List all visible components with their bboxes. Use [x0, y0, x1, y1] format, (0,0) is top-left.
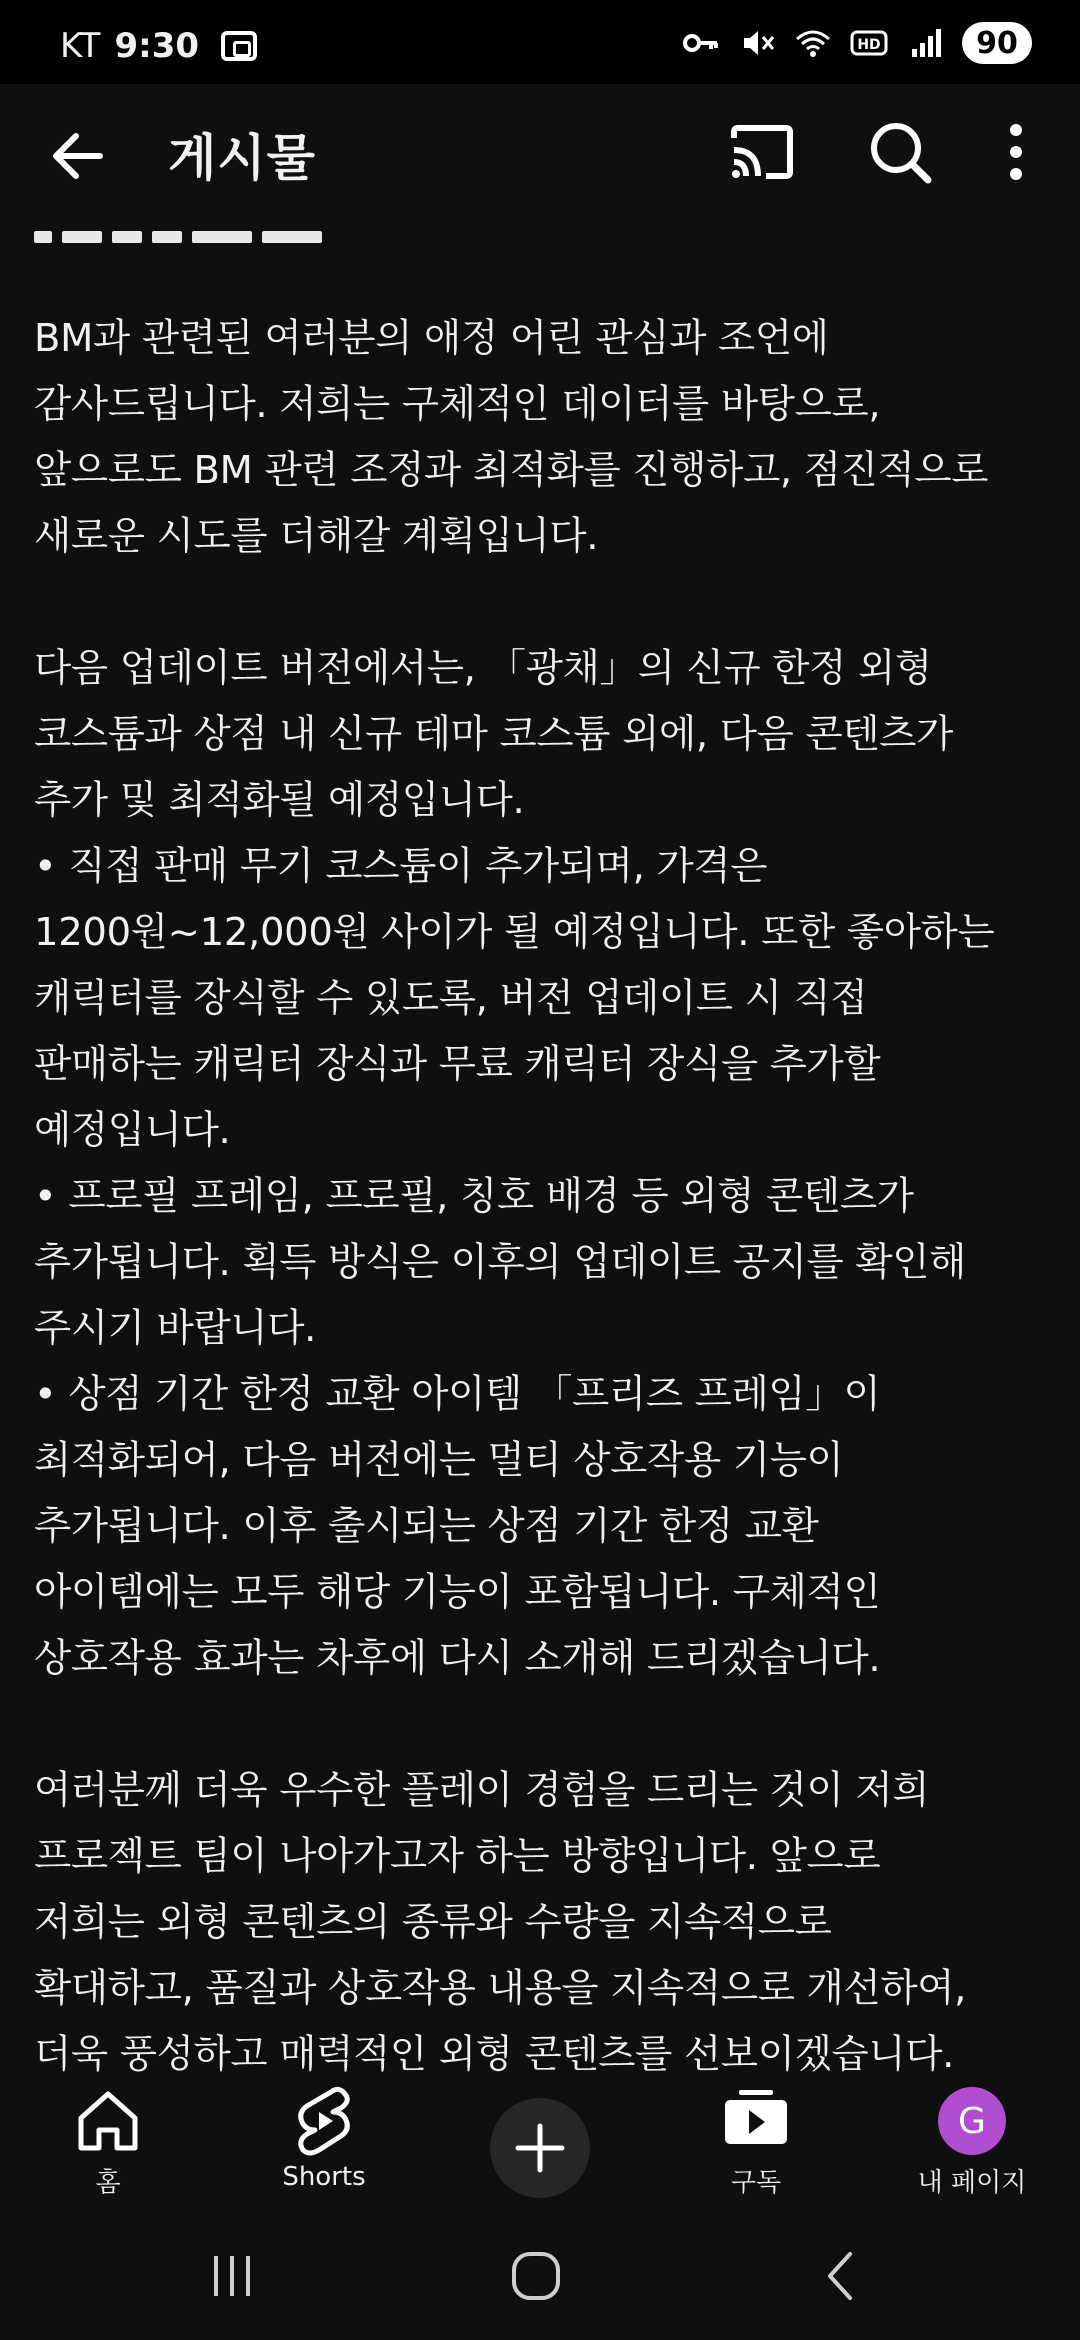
home-icon [73, 2086, 143, 2156]
post-line: 프로젝트 팀이 나아가고자 하는 방향입니다. 앞으로 [34, 1834, 881, 1879]
signal-icon [906, 27, 944, 59]
post-line: 새로운 시도를 더해갈 계획입니다. [34, 514, 599, 559]
post-line: 더욱 풍성하고 매력적인 외형 콘텐츠를 선보이겠습니다. [34, 2032, 955, 2076]
post-line: 최적화되어, 다음 버전에는 멀티 상호작용 기능이 [34, 1438, 844, 1483]
post-line: • 프로필 프레임, 프로필, 칭호 배경 등 외형 콘텐츠가 [34, 1174, 914, 1219]
home-circle-icon[interactable] [506, 2246, 566, 2306]
paragraph-gap [34, 570, 1054, 636]
plus-icon [510, 2118, 570, 2178]
shorts-icon [289, 2086, 359, 2156]
recent-apps-icon[interactable] [202, 2246, 262, 2306]
nav-subscriptions-label: 구독 [730, 2168, 782, 2198]
clock: 9:30 [114, 26, 200, 66]
create-button[interactable] [490, 2098, 590, 2198]
avatar: G [938, 2087, 1006, 2155]
post-line: 확대하고, 품질과 상호작용 내용을 지속적으로 개선하여, [34, 1966, 967, 2011]
carrier-label: KT [60, 26, 101, 66]
post-line: • 상점 기간 한정 교환 아이템 「프리즈 프레임」이 [34, 1372, 881, 1417]
nav-shorts[interactable] [234, 2086, 414, 2202]
subscriptions-icon [721, 2086, 791, 2156]
svg-text:HD: HD [857, 37, 881, 53]
paragraph-gap [34, 1692, 1054, 1758]
post-line: 추가됩니다. 획득 방식은 이후의 업데이트 공지를 확인해 [34, 1240, 967, 1285]
cast-icon[interactable] [720, 110, 804, 194]
nav-my-page[interactable] [882, 2086, 1062, 2202]
post-body [34, 306, 1054, 2076]
post-line: 다음 업데이트 버전에서는, 「광채」의 신규 한정 외형 [34, 646, 932, 691]
post-line: 저희는 외형 콘텐츠의 종류와 수량을 지속적으로 [34, 1900, 832, 1945]
nav-avatar-wrap [937, 2086, 1007, 2156]
hd-icon [850, 27, 888, 59]
post-line: 추가됩니다. 이후 출시되는 상점 기간 한정 교환 [34, 1504, 819, 1549]
nav-shorts-label: Shorts [282, 2162, 366, 2192]
nav-my-page-label: 내 페이지 [917, 2168, 1027, 2198]
post-line: 1200원~12,000원 사이가 될 예정입니다. 또한 좋아하는 [34, 910, 995, 955]
post-line: 코스튬과 상점 내 신규 테마 코스튬 외에, 다음 콘텐츠가 [34, 712, 954, 757]
post-line: • 직접 판매 무기 코스튬이 추가되며, 가격은 [34, 844, 768, 889]
nav-home[interactable] [18, 2086, 198, 2202]
battery-indicator: 90 [962, 22, 1032, 64]
top-app-bar [0, 84, 1080, 216]
status-right [682, 22, 1032, 64]
post-line: 캐릭터를 장식할 수 있도록, 버전 업데이트 시 직접 [34, 976, 868, 1021]
status-bar [0, 0, 1080, 84]
nav-subscriptions[interactable] [666, 2086, 846, 2202]
screenshot-icon [221, 31, 257, 61]
system-navigation-bar [0, 2206, 1080, 2340]
page-title: 게시물 [168, 129, 316, 187]
post-line: 예정입니다. [34, 1108, 231, 1153]
bottom-navigation [0, 2076, 1080, 2206]
post-line: 앞으로도 BM 관련 조정과 최적화를 진행하고, 점진적으로 [34, 448, 989, 493]
wifi-icon [794, 27, 832, 59]
post-content [0, 216, 1080, 2076]
post-line: 감사드립니다. 저희는 구체적인 데이터를 바탕으로, [34, 382, 881, 427]
post-line: BM과 관련된 여러분의 애정 어린 관심과 조언에 [34, 316, 829, 361]
back-arrow-icon[interactable] [36, 114, 120, 198]
post-line: 아이템에는 모두 해당 기능이 포함됩니다. 구체적인 [34, 1570, 881, 1615]
post-line: 판매하는 캐릭터 장식과 무료 캐릭터 장식을 추가할 [34, 1042, 881, 1087]
clipped-text-line [34, 216, 332, 252]
more-options-icon[interactable] [986, 110, 1046, 194]
status-left [60, 26, 257, 66]
mute-icon [738, 27, 776, 59]
post-line: 주시기 바랍니다. [34, 1306, 317, 1351]
search-icon[interactable] [858, 110, 942, 194]
key-icon [682, 27, 720, 59]
post-line: 추가 및 최적화될 예정입니다. [34, 778, 525, 823]
post-line: 상호작용 효과는 차후에 다시 소개해 드리겠습니다. [34, 1636, 881, 1681]
system-back-icon[interactable] [812, 2246, 872, 2306]
nav-home-label: 홈 [95, 2168, 121, 2198]
post-line: 여러분께 더욱 우수한 플레이 경험을 드리는 것이 저희 [34, 1768, 930, 1813]
